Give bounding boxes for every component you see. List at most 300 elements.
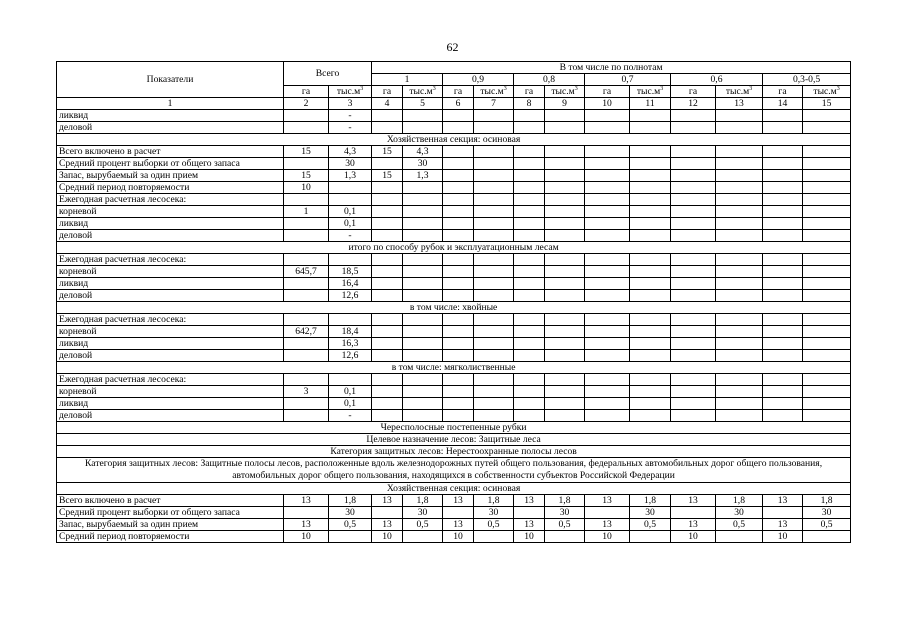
unit-volume-exponent: 3 (749, 85, 753, 92)
table-cell (763, 386, 803, 398)
table-cell (716, 194, 763, 206)
table-cell (514, 110, 545, 122)
table-cell (803, 122, 851, 134)
table-row (57, 182, 851, 194)
table-cell (763, 266, 803, 278)
table-cell (545, 350, 585, 362)
density-header: 0,9 (443, 74, 514, 86)
table-cell: 30 (630, 507, 671, 519)
table-cell (630, 230, 671, 242)
table-cell (716, 398, 763, 410)
table-cell (545, 194, 585, 206)
row-label: деловой (57, 350, 284, 362)
table-cell (545, 266, 585, 278)
table-cell (671, 374, 716, 386)
table-cell (514, 338, 545, 350)
table-cell (514, 206, 545, 218)
table-cell (372, 230, 403, 242)
column-number: 11 (630, 98, 671, 110)
table-cell: 18,5 (329, 266, 372, 278)
table-cell (585, 218, 630, 230)
unit-volume-exponent: 3 (574, 85, 578, 92)
table-cell (545, 170, 585, 182)
table-cell (671, 398, 716, 410)
table-cell (403, 278, 443, 290)
table-cell: 30 (545, 507, 585, 519)
table-cell (716, 254, 763, 266)
table-cell (329, 531, 372, 543)
table-cell (630, 266, 671, 278)
table-row (57, 350, 851, 362)
table-cell: 0,1 (329, 218, 372, 230)
table-cell (372, 218, 403, 230)
table-cell (585, 194, 630, 206)
table-cell (671, 314, 716, 326)
table-cell (372, 122, 403, 134)
row-label: деловой (57, 290, 284, 302)
table-cell (545, 182, 585, 194)
table-cell (514, 314, 545, 326)
table-cell (716, 410, 763, 422)
table-cell (630, 170, 671, 182)
row-label: ликвид (57, 110, 284, 122)
table-cell (443, 410, 474, 422)
table-cell (803, 350, 851, 362)
table-row (57, 495, 851, 507)
section-row (57, 134, 851, 146)
table-cell (716, 146, 763, 158)
row-label: ликвид (57, 338, 284, 350)
table-cell (443, 218, 474, 230)
table-cell (514, 218, 545, 230)
table-cell (671, 230, 716, 242)
unit-volume-text: тыс.м (636, 86, 661, 97)
table-cell (763, 374, 803, 386)
indicators-header: Показатели (57, 62, 284, 98)
table-cell: 13 (284, 519, 329, 531)
table-cell (514, 410, 545, 422)
table-cell (329, 194, 372, 206)
table-cell (630, 386, 671, 398)
table-row (57, 266, 851, 278)
table-cell (716, 170, 763, 182)
table-cell (763, 146, 803, 158)
unit-volume-exponent: 3 (836, 85, 840, 92)
table-cell (585, 326, 630, 338)
table-cell: - (329, 410, 372, 422)
table-cell: 0,5 (716, 519, 763, 531)
table-cell (474, 398, 514, 410)
table-cell (443, 386, 474, 398)
table-cell: 0,5 (630, 519, 671, 531)
table-cell (803, 218, 851, 230)
row-label: ликвид (57, 398, 284, 410)
table-cell: 30 (403, 507, 443, 519)
table-cell (803, 326, 851, 338)
unit-ha: га (443, 86, 474, 98)
table-cell (474, 230, 514, 242)
table-cell (372, 254, 403, 266)
table-cell: 13 (372, 495, 403, 507)
table-cell (474, 290, 514, 302)
table-row (57, 122, 851, 134)
table-cell: 0,5 (545, 519, 585, 531)
table-cell (372, 290, 403, 302)
table-cell (284, 230, 329, 242)
table-cell (671, 146, 716, 158)
table-cell (443, 278, 474, 290)
table-cell (514, 230, 545, 242)
table-cell (403, 218, 443, 230)
table-row (57, 507, 851, 519)
unit-volume-exponent: 3 (503, 85, 507, 92)
unit-volume-exponent: 3 (432, 85, 436, 92)
table-cell (474, 110, 514, 122)
table-cell (514, 507, 545, 519)
table-cell (763, 290, 803, 302)
table-cell (474, 170, 514, 182)
unit-volume-text: тыс.м (551, 86, 575, 97)
table-cell (474, 410, 514, 422)
table-cell: 13 (514, 519, 545, 531)
table-cell (671, 278, 716, 290)
table-cell (630, 182, 671, 194)
table-cell (284, 194, 329, 206)
table-cell (284, 254, 329, 266)
table-cell: 13 (514, 495, 545, 507)
table-cell (630, 278, 671, 290)
table-cell: 642,7 (284, 326, 329, 338)
table-cell (403, 206, 443, 218)
table-cell (545, 290, 585, 302)
table-cell (716, 110, 763, 122)
table-cell (716, 314, 763, 326)
unit-ha: га (514, 86, 545, 98)
table-cell (372, 350, 403, 362)
section-row (57, 302, 851, 314)
table-cell (474, 374, 514, 386)
table-cell (585, 338, 630, 350)
column-number: 1 (57, 98, 284, 110)
table-cell (671, 266, 716, 278)
table-cell (803, 278, 851, 290)
table-cell (803, 266, 851, 278)
table-cell: 30 (329, 158, 372, 170)
row-label: корневой (57, 266, 284, 278)
table-cell (585, 314, 630, 326)
table-cell (716, 338, 763, 350)
unit-volume (630, 86, 671, 98)
table-cell: - (329, 110, 372, 122)
table-cell (671, 350, 716, 362)
section-title: Хозяйственная секция: осиновая (57, 134, 851, 146)
table-cell (372, 338, 403, 350)
table-cell: 645,7 (284, 266, 329, 278)
table-cell (443, 254, 474, 266)
table-body (57, 110, 851, 543)
unit-volume-text: тыс.м (480, 86, 504, 97)
table-cell (545, 338, 585, 350)
table-cell (284, 278, 329, 290)
table-cell (403, 326, 443, 338)
table-row (57, 194, 851, 206)
table-cell (372, 158, 403, 170)
table-cell (514, 146, 545, 158)
row-label: Средний процент выборки от общего запаса (57, 158, 284, 170)
table-cell (763, 278, 803, 290)
table-cell: 10 (284, 182, 329, 194)
table-cell (671, 338, 716, 350)
table-cell (514, 158, 545, 170)
table-row (57, 326, 851, 338)
header-row-1 (57, 62, 851, 74)
table-cell (763, 194, 803, 206)
table-cell (803, 374, 851, 386)
table-cell (585, 122, 630, 134)
section-title: в том числе: хвойные (57, 302, 851, 314)
table-cell (803, 338, 851, 350)
table-cell: 0,1 (329, 386, 372, 398)
table-cell (372, 194, 403, 206)
table-cell (585, 278, 630, 290)
table-cell (803, 146, 851, 158)
table-cell: 15 (284, 170, 329, 182)
table-cell: 1,3 (403, 170, 443, 182)
table-cell (716, 374, 763, 386)
table-cell (545, 230, 585, 242)
table-cell (474, 314, 514, 326)
column-number: 13 (716, 98, 763, 110)
table-cell (329, 314, 372, 326)
table-cell (803, 194, 851, 206)
table-cell (372, 386, 403, 398)
table-cell (763, 350, 803, 362)
table-cell (443, 194, 474, 206)
table-cell (716, 326, 763, 338)
table-cell (671, 158, 716, 170)
table-row (57, 254, 851, 266)
table-cell: - (329, 122, 372, 134)
table-cell (630, 146, 671, 158)
table-row (57, 230, 851, 242)
table-cell (763, 254, 803, 266)
table-cell (403, 194, 443, 206)
table-cell (545, 386, 585, 398)
table-cell: 0,5 (329, 519, 372, 531)
table-cell (474, 194, 514, 206)
table-cell: 12,6 (329, 290, 372, 302)
table-row (57, 374, 851, 386)
section-row (57, 483, 851, 495)
table-cell: 4,3 (403, 146, 443, 158)
unit-volume (545, 86, 585, 98)
table-cell (763, 218, 803, 230)
table-cell (403, 254, 443, 266)
table-cell (716, 206, 763, 218)
column-numbers-row (57, 98, 851, 110)
table-cell (671, 507, 716, 519)
table-cell (403, 531, 443, 543)
unit-volume (474, 86, 514, 98)
table-cell (545, 398, 585, 410)
table-cell (474, 531, 514, 543)
table-cell (671, 206, 716, 218)
table-cell (585, 266, 630, 278)
table-row (57, 158, 851, 170)
table-cell (474, 266, 514, 278)
column-number: 4 (372, 98, 403, 110)
table-cell (671, 410, 716, 422)
table-cell (671, 290, 716, 302)
table-cell (514, 326, 545, 338)
table-cell (716, 266, 763, 278)
table-cell (763, 230, 803, 242)
table-cell (545, 326, 585, 338)
table-row (57, 519, 851, 531)
table-row (57, 314, 851, 326)
table-cell (474, 182, 514, 194)
table-cell (585, 230, 630, 242)
row-label: ликвид (57, 278, 284, 290)
table-cell (372, 110, 403, 122)
table-cell (585, 110, 630, 122)
density-header: 1 (372, 74, 443, 86)
table-cell (284, 338, 329, 350)
table-cell (284, 122, 329, 134)
section-title: Категория защитных лесов: Нерестоохранные полосы лесов (57, 446, 851, 458)
table-cell (763, 507, 803, 519)
unit-volume (403, 86, 443, 98)
row-label: корневой (57, 326, 284, 338)
unit-volume (329, 86, 372, 98)
table-cell (372, 374, 403, 386)
unit-volume-text: тыс.м (336, 86, 361, 97)
table-cell (585, 170, 630, 182)
table-cell (403, 410, 443, 422)
table-cell (514, 254, 545, 266)
table-row (57, 206, 851, 218)
table-cell (630, 206, 671, 218)
table-cell (585, 182, 630, 194)
table-row (57, 146, 851, 158)
table-cell (585, 206, 630, 218)
table-cell (630, 326, 671, 338)
table-cell (514, 266, 545, 278)
table-cell: 18,4 (329, 326, 372, 338)
table-cell (763, 398, 803, 410)
table-cell (372, 398, 403, 410)
table-cell (630, 122, 671, 134)
table-cell (671, 122, 716, 134)
table-cell: 30 (329, 507, 372, 519)
table-cell (585, 158, 630, 170)
column-number: 12 (671, 98, 716, 110)
unit-volume-exponent: 3 (360, 85, 364, 92)
table-cell (403, 266, 443, 278)
table-cell (545, 254, 585, 266)
table-cell: 0,1 (329, 398, 372, 410)
table-cell (403, 122, 443, 134)
table-cell: 0,5 (474, 519, 514, 531)
table-cell (763, 206, 803, 218)
unit-volume-text: тыс.м (409, 86, 433, 97)
table-cell (474, 350, 514, 362)
table-cell (403, 230, 443, 242)
unit-volume (716, 86, 763, 98)
table-cell (403, 338, 443, 350)
table-cell (545, 374, 585, 386)
table-cell (514, 182, 545, 194)
table-cell: 10 (372, 531, 403, 543)
row-label: Ежегодная расчетная лесосека: (57, 194, 284, 206)
table-cell (372, 507, 403, 519)
table-cell (585, 507, 630, 519)
row-label: Ежегодная расчетная лесосека: (57, 254, 284, 266)
table-cell (671, 170, 716, 182)
column-number: 15 (803, 98, 851, 110)
table-cell (585, 374, 630, 386)
unit-ha: га (763, 86, 803, 98)
table-cell (443, 266, 474, 278)
table-cell (585, 398, 630, 410)
table-cell (443, 374, 474, 386)
table-cell (716, 290, 763, 302)
cutting-area-table (56, 61, 851, 543)
table-row (57, 410, 851, 422)
density-header: 0,3-0,5 (763, 74, 851, 86)
table-cell (803, 110, 851, 122)
table-cell (514, 278, 545, 290)
table-cell: 16,4 (329, 278, 372, 290)
table-cell (284, 350, 329, 362)
table-cell (630, 338, 671, 350)
table-cell (671, 194, 716, 206)
table-cell (671, 386, 716, 398)
table-cell (474, 278, 514, 290)
row-label: деловой (57, 230, 284, 242)
table-cell (545, 278, 585, 290)
table-cell (671, 110, 716, 122)
table-cell (803, 170, 851, 182)
table-cell: 13 (763, 495, 803, 507)
section-row (57, 434, 851, 446)
table-cell: 10 (284, 531, 329, 543)
table-cell (716, 386, 763, 398)
column-number: 6 (443, 98, 474, 110)
table-cell (474, 254, 514, 266)
row-label: Ежегодная расчетная лесосека: (57, 374, 284, 386)
table-cell: 13 (671, 519, 716, 531)
section-row (57, 362, 851, 374)
table-cell: 13 (585, 519, 630, 531)
table-cell (803, 386, 851, 398)
table-cell: 1,3 (329, 170, 372, 182)
table-row (57, 278, 851, 290)
table-cell (284, 398, 329, 410)
table-cell (474, 206, 514, 218)
table-cell (474, 146, 514, 158)
table-cell (803, 230, 851, 242)
column-number: 10 (585, 98, 630, 110)
unit-ha: га (372, 86, 403, 98)
table-cell (716, 350, 763, 362)
table-cell (474, 386, 514, 398)
table-cell (514, 374, 545, 386)
column-number: 14 (763, 98, 803, 110)
table-cell (284, 218, 329, 230)
table-cell: 1 (284, 206, 329, 218)
table-cell: 1,8 (545, 495, 585, 507)
